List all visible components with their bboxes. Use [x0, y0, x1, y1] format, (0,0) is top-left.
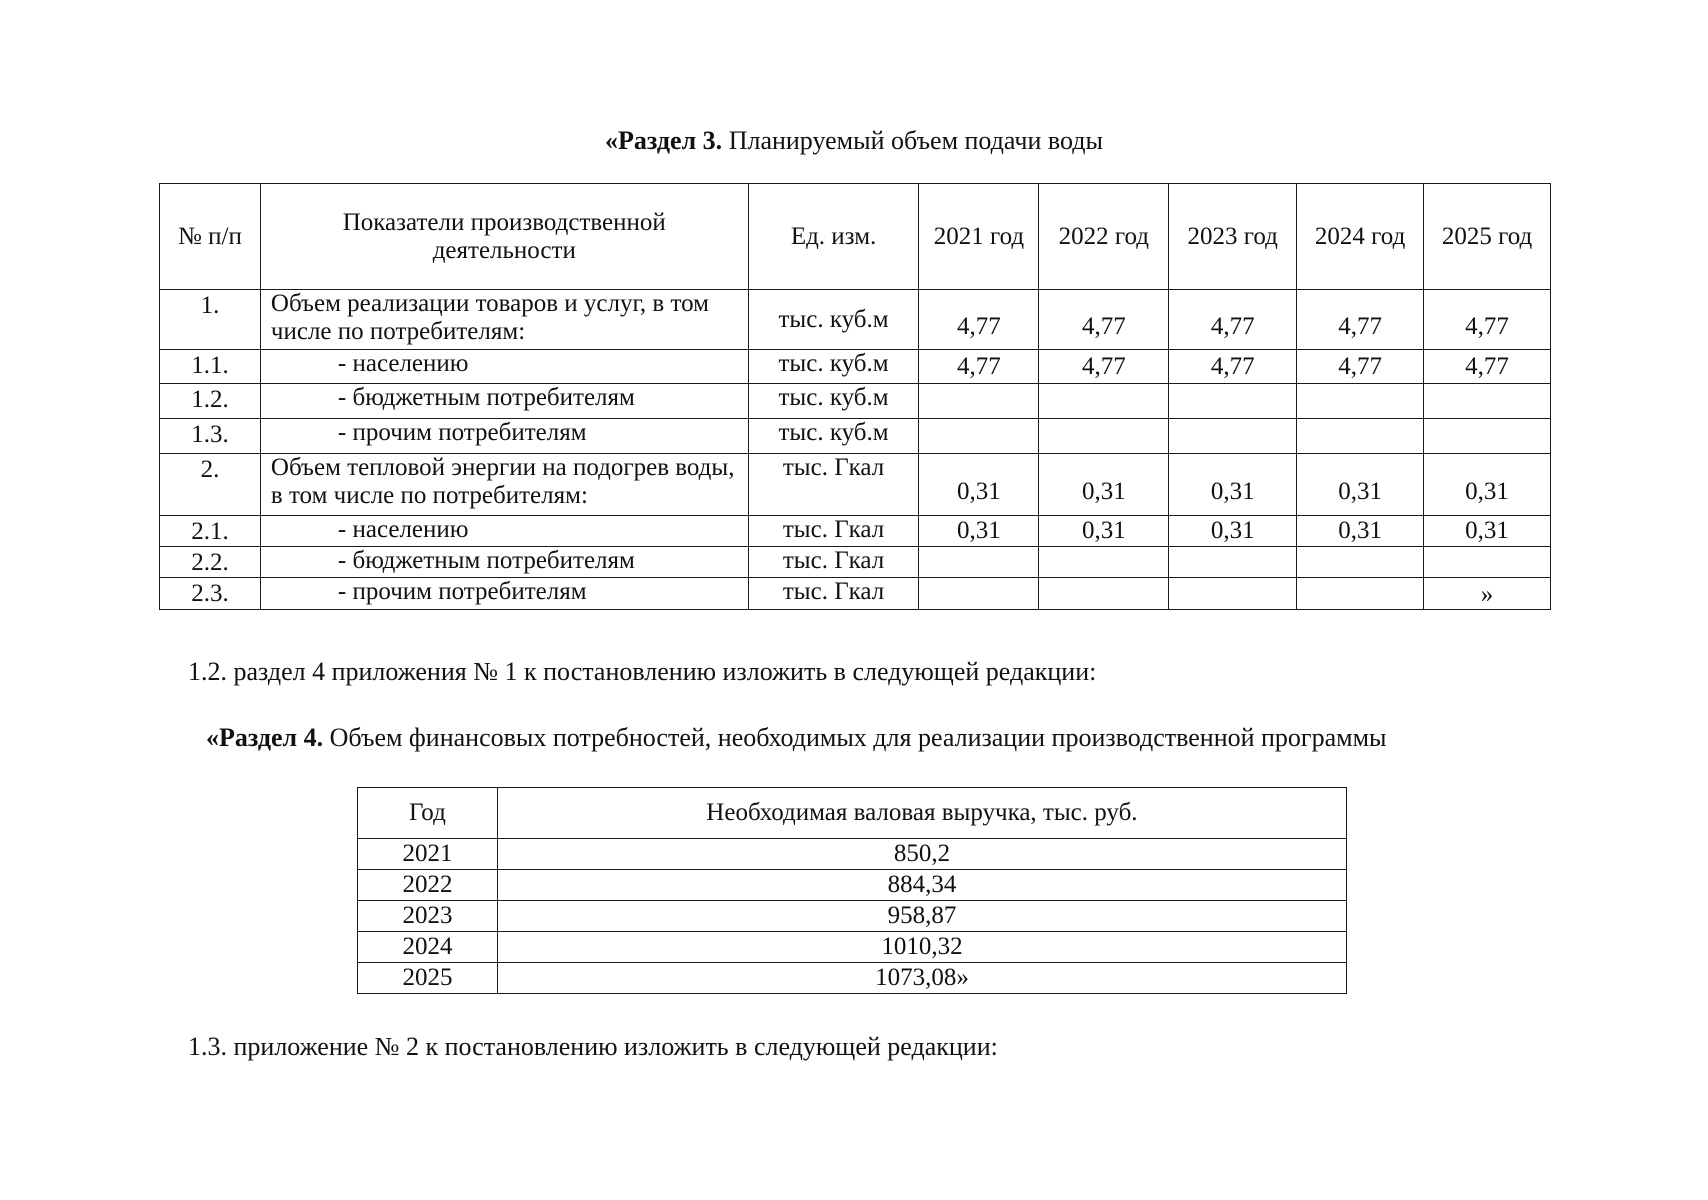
row-value-2022	[1039, 419, 1169, 454]
row-value-2023: 4,77	[1169, 350, 1297, 384]
table-row	[160, 419, 1551, 454]
row-value-2021: 0,31	[919, 516, 1039, 547]
header-cell-revenue: Необходимая валовая выручка, тыс. руб.	[497, 788, 1346, 839]
row-indicator: - прочим потребителям	[260, 578, 748, 610]
header-cell-2021: 2021 год	[919, 184, 1039, 290]
row-value-2025: 4,77	[1424, 350, 1551, 384]
row-year: 2024	[358, 932, 498, 963]
row-value-2024: 0,31	[1297, 516, 1424, 547]
row-unit: тыс. куб.м	[748, 384, 919, 419]
table-row	[160, 384, 1551, 419]
section4-heading	[206, 723, 1387, 753]
table-row	[160, 547, 1551, 578]
row-indicator: - населению	[260, 516, 748, 547]
row-revenue: 1010,32	[497, 932, 1346, 963]
table-row	[358, 963, 1347, 994]
header-cell-unit: Ед. изм.	[748, 184, 919, 290]
table-row	[160, 578, 1551, 610]
row-indicator: Объем тепловой энергии на подогрев воды, в том числе по потребителям:	[260, 454, 748, 516]
row-value-2021	[919, 384, 1039, 419]
row-unit: тыс. Гкал	[748, 516, 919, 547]
row-value-2021	[919, 547, 1039, 578]
row-unit: тыс. куб.м	[748, 290, 919, 350]
row-num: 1.	[160, 290, 261, 350]
financial-needs-table	[357, 787, 1347, 994]
row-indicator: - бюджетным потребителям	[260, 384, 748, 419]
row-unit: тыс. куб.м	[748, 419, 919, 454]
row-value-2024	[1297, 384, 1424, 419]
paragraph-1-3: 1.3. приложение № 2 к постановлению изложить в следующей редакции:	[188, 1032, 998, 1061]
header-cell-2024: 2024 год	[1297, 184, 1424, 290]
row-value-2022: 4,77	[1039, 350, 1169, 384]
row-value-2023	[1169, 419, 1297, 454]
row-value-2021: 4,77	[919, 290, 1039, 350]
row-value-2024	[1297, 419, 1424, 454]
row-num: 1.3.	[160, 419, 261, 454]
row-value-2024	[1297, 547, 1424, 578]
row-revenue: 1073,08»	[497, 963, 1346, 994]
table-row	[160, 454, 1551, 516]
row-year: 2022	[358, 870, 498, 901]
section3-heading	[0, 126, 1708, 156]
row-value-2024: 0,31	[1297, 454, 1424, 516]
row-num: 2.	[160, 454, 261, 516]
header-cell-year: Год	[358, 788, 498, 839]
row-year: 2023	[358, 901, 498, 932]
section4-title-text: Объем финансовых потребностей, необходимых для реализации производственной программы	[323, 723, 1387, 752]
row-num: 2.2.	[160, 547, 261, 578]
row-value-2023: 0,31	[1169, 516, 1297, 547]
row-value-2022: 0,31	[1039, 454, 1169, 516]
row-revenue: 958,87	[497, 901, 1346, 932]
header-cell-2023: 2023 год	[1169, 184, 1297, 290]
row-value-2025: »	[1424, 578, 1551, 610]
water-supply-table	[159, 183, 1551, 610]
row-revenue: 850,2	[497, 839, 1346, 870]
row-num: 2.1.	[160, 516, 261, 547]
row-value-2024: 4,77	[1297, 350, 1424, 384]
table-header-row	[160, 184, 1551, 290]
header-cell-indicator: Показатели производственной деятельности	[260, 184, 748, 290]
section3-title-text: Планируемый объем подачи воды	[722, 126, 1103, 155]
table-row	[160, 290, 1551, 350]
row-year: 2021	[358, 839, 498, 870]
row-value-2021: 0,31	[919, 454, 1039, 516]
row-indicator: - населению	[260, 350, 748, 384]
row-value-2023: 0,31	[1169, 454, 1297, 516]
header-cell-2022: 2022 год	[1039, 184, 1169, 290]
row-value-2025: 0,31	[1424, 454, 1551, 516]
row-indicator: Объем реализации товаров и услуг, в том числе по потребителям:	[260, 290, 748, 350]
row-value-2021	[919, 578, 1039, 610]
section3-title-bold: «Раздел 3.	[605, 126, 723, 155]
row-value-2023	[1169, 384, 1297, 419]
row-value-2025	[1424, 419, 1551, 454]
row-indicator: - прочим потребителям	[260, 419, 748, 454]
table-row	[358, 932, 1347, 963]
row-value-2023	[1169, 547, 1297, 578]
table-row	[358, 870, 1347, 901]
table-row	[160, 516, 1551, 547]
row-value-2022	[1039, 547, 1169, 578]
row-num: 1.1.	[160, 350, 261, 384]
table-row	[358, 901, 1347, 932]
table-header-row	[358, 788, 1347, 839]
row-unit: тыс. Гкал	[748, 547, 919, 578]
row-value-2021	[919, 419, 1039, 454]
row-value-2024	[1297, 578, 1424, 610]
table-row	[160, 350, 1551, 384]
row-value-2021: 4,77	[919, 350, 1039, 384]
row-value-2022: 0,31	[1039, 516, 1169, 547]
row-value-2022	[1039, 384, 1169, 419]
table-row	[358, 839, 1347, 870]
row-value-2025: 4,77	[1424, 290, 1551, 350]
header-cell-2025: 2025 год	[1424, 184, 1551, 290]
row-year: 2025	[358, 963, 498, 994]
paragraph-1-2: 1.2. раздел 4 приложения № 1 к постановлению изложить в следующей редакции:	[188, 657, 1097, 686]
row-value-2025	[1424, 384, 1551, 419]
row-value-2025	[1424, 547, 1551, 578]
section4-title-bold: «Раздел 4.	[206, 723, 324, 752]
row-value-2022	[1039, 578, 1169, 610]
row-unit: тыс. Гкал	[748, 454, 919, 516]
row-value-2025: 0,31	[1424, 516, 1551, 547]
row-indicator: - бюджетным потребителям	[260, 547, 748, 578]
row-value-2023	[1169, 578, 1297, 610]
row-num: 2.3.	[160, 578, 261, 610]
header-cell-num: № п/п	[160, 184, 261, 290]
row-value-2023: 4,77	[1169, 290, 1297, 350]
row-value-2022: 4,77	[1039, 290, 1169, 350]
row-value-2024: 4,77	[1297, 290, 1424, 350]
row-revenue: 884,34	[497, 870, 1346, 901]
row-num: 1.2.	[160, 384, 261, 419]
row-unit: тыс. Гкал	[748, 578, 919, 610]
row-unit: тыс. куб.м	[748, 350, 919, 384]
